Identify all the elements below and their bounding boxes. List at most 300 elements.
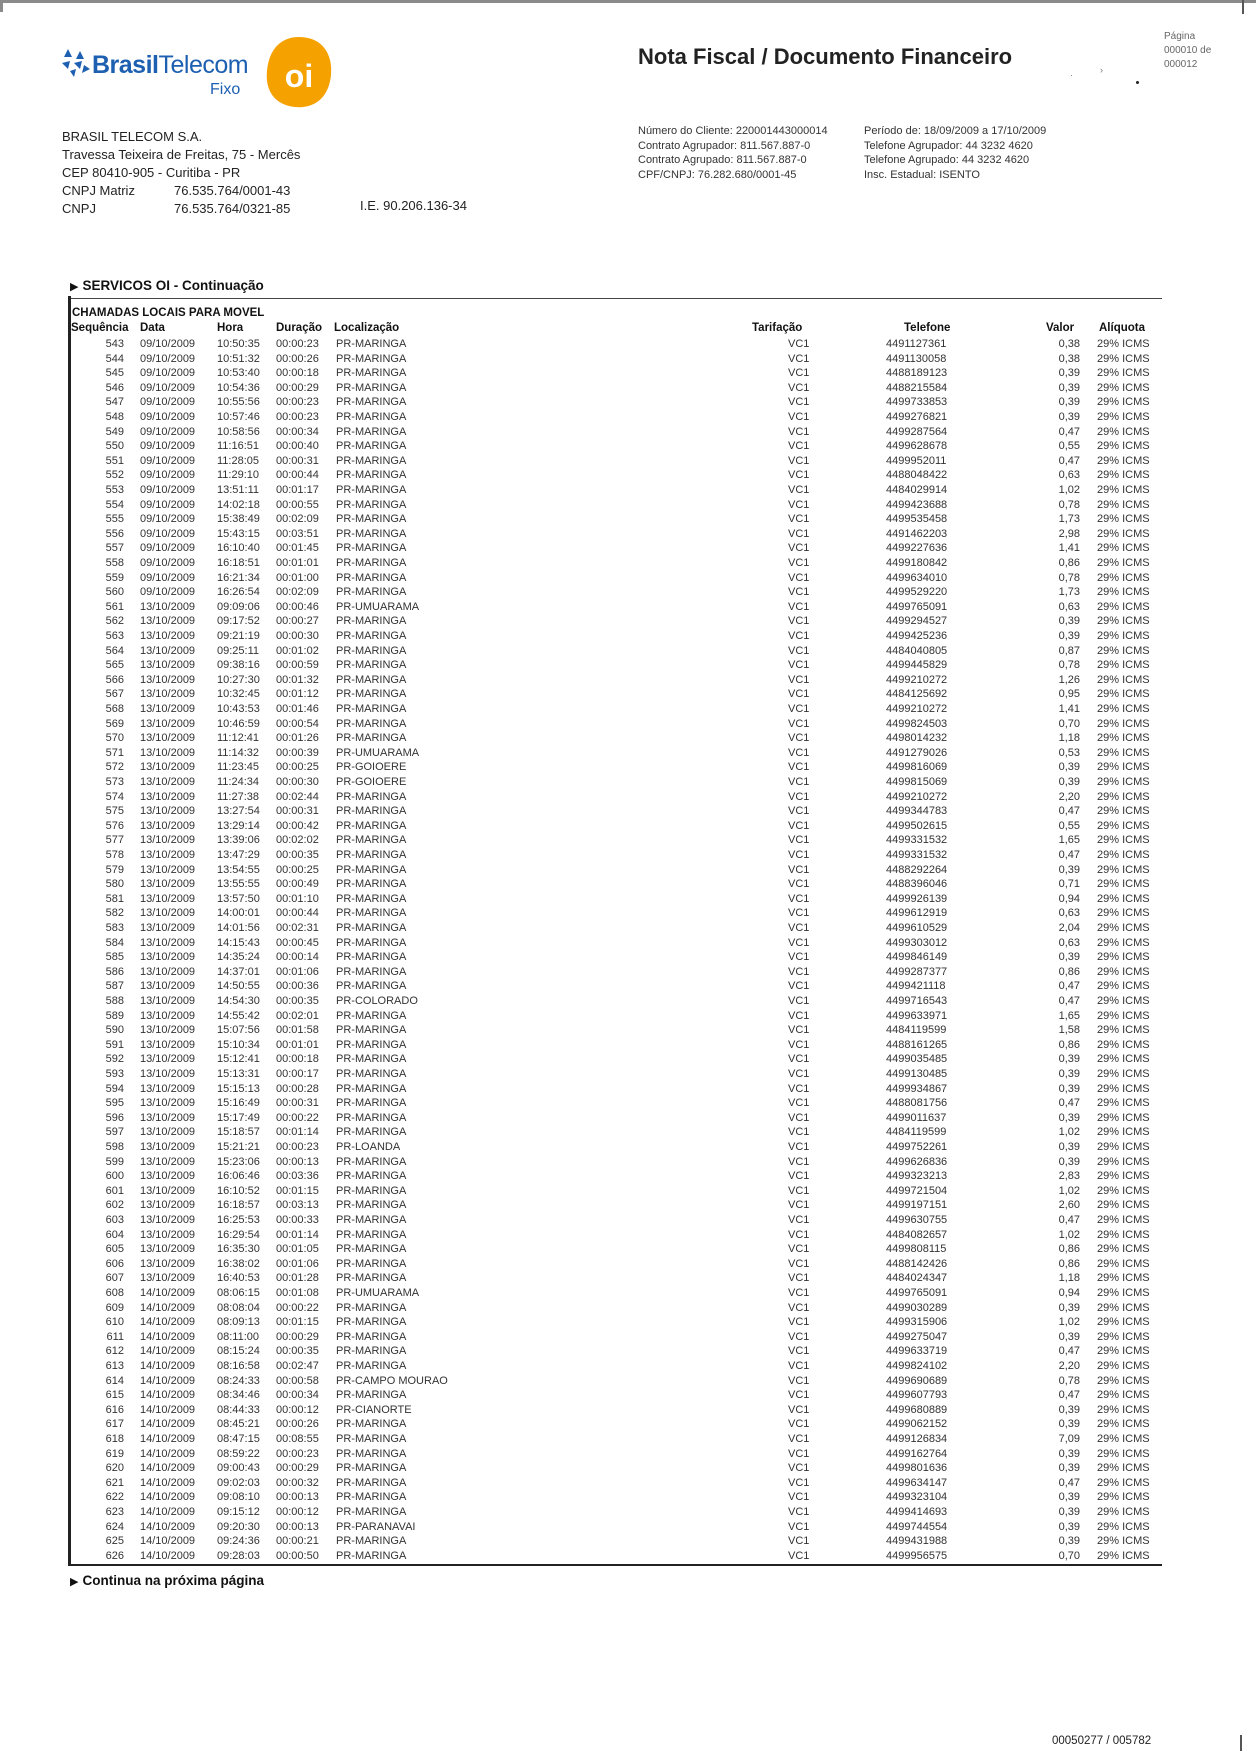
- cell-aliquota: 29% ICMS: [1097, 1316, 1150, 1329]
- table-row: [0, 746, 1256, 761]
- cell-aliquota: 29% ICMS: [1097, 834, 1150, 847]
- cell-telefone: 4488396046: [886, 878, 948, 891]
- cell-duracao: 00:00:42: [276, 819, 319, 832]
- table-row: [0, 1447, 1256, 1462]
- cell-valor: 0,87: [1058, 644, 1080, 657]
- cell-valor: 1,18: [1058, 732, 1080, 745]
- cell-hora: 10:58:56: [217, 425, 260, 438]
- table-row: [0, 366, 1256, 381]
- section-title-text: SERVICOS OI - Continuação: [82, 278, 264, 293]
- cell-seq: 602: [105, 1199, 124, 1212]
- cell-telefone: 4499126834: [886, 1433, 948, 1445]
- cell-localizacao: PR-MARINGA: [336, 819, 407, 832]
- cell-hora: 13:39:06: [217, 834, 260, 847]
- cell-telefone: 4484082657: [886, 1228, 948, 1241]
- cell-localizacao: PR-UMUARAMA: [336, 1287, 420, 1299]
- cell-hora: 09:15:12: [217, 1506, 260, 1518]
- cell-hora: 11:28:05: [217, 454, 260, 467]
- cell-aliquota: 29% ICMS: [1097, 790, 1150, 803]
- cell-hora: 08:09:13: [217, 1316, 260, 1329]
- cell-seq: 600: [105, 1170, 124, 1183]
- cell-localizacao: PR-MARINGA: [336, 659, 407, 672]
- cell-duracao: 00:00:33: [276, 1214, 319, 1226]
- cell-tarifacao: VC1: [788, 1228, 810, 1241]
- table-row: [0, 644, 1256, 659]
- cell-hora: 10:53:40: [217, 367, 260, 380]
- cell-hora: 15:38:49: [217, 513, 260, 526]
- cell-tarifacao: VC1: [788, 892, 810, 905]
- cell-tarifacao: VC1: [788, 673, 810, 686]
- cell-data: 13/10/2009: [140, 863, 196, 876]
- cell-duracao: 00:00:18: [276, 367, 319, 380]
- table-row: [0, 965, 1256, 980]
- cell-localizacao: PR-MARINGA: [336, 1082, 407, 1095]
- cell-seq: 577: [105, 834, 124, 847]
- cell-seq: 559: [105, 571, 124, 584]
- cell-tarifacao: VC1: [788, 1053, 810, 1066]
- cell-tarifacao: VC1: [788, 1009, 810, 1022]
- cell-localizacao: PR-MARINGA: [336, 717, 407, 730]
- cell-localizacao: PR-MARINGA: [336, 922, 407, 934]
- cell-duracao: 00:00:23: [276, 1447, 319, 1460]
- cell-tarifacao: VC1: [788, 849, 810, 861]
- triangle-right-icon: ▶: [70, 281, 79, 293]
- cell-telefone: 4499846149: [886, 951, 948, 964]
- cell-tarifacao: VC1: [788, 746, 810, 759]
- cell-localizacao: PR-CAMPO MOURAO: [336, 1374, 448, 1387]
- cell-localizacao: PR-MARINGA: [336, 586, 407, 599]
- table-row: [0, 1169, 1256, 1184]
- table-row: [0, 1228, 1256, 1243]
- cell-valor: 0,39: [1058, 1447, 1080, 1460]
- cell-hora: 08:11:00: [217, 1330, 260, 1343]
- cell-data: 14/10/2009: [140, 1433, 196, 1445]
- table-row: [0, 337, 1256, 352]
- cell-seq: 593: [105, 1068, 124, 1080]
- cell-aliquota: 29% ICMS: [1097, 469, 1150, 482]
- cell-duracao: 00:01:01: [276, 1038, 319, 1051]
- cell-aliquota: 29% ICMS: [1097, 1403, 1150, 1416]
- cell-data: 14/10/2009: [140, 1389, 196, 1402]
- table-row: [0, 950, 1256, 965]
- cell-duracao: 00:00:23: [276, 411, 319, 423]
- table-row: [0, 892, 1256, 907]
- cell-telefone: 4499303012: [886, 936, 948, 949]
- cell-hora: 08:15:24: [217, 1345, 260, 1358]
- cell-telefone: 4499633971: [886, 1009, 948, 1022]
- cell-localizacao: PR-UMUARAMA: [336, 600, 420, 613]
- cell-seq: 566: [105, 673, 124, 686]
- cell-data: 14/10/2009: [140, 1360, 196, 1372]
- cell-hora: 14:01:56: [217, 922, 260, 934]
- cell-data: 13/10/2009: [140, 1257, 196, 1270]
- cell-aliquota: 29% ICMS: [1097, 571, 1150, 584]
- cell-aliquota: 29% ICMS: [1097, 936, 1150, 949]
- cell-aliquota: 29% ICMS: [1097, 644, 1150, 657]
- cell-aliquota: 29% ICMS: [1097, 1141, 1150, 1153]
- cell-duracao: 00:01:32: [276, 673, 319, 686]
- cell-tarifacao: VC1: [788, 1330, 810, 1343]
- cell-data: 13/10/2009: [140, 936, 196, 949]
- cell-valor: 0,39: [1058, 1535, 1080, 1548]
- cell-aliquota: 29% ICMS: [1097, 1155, 1150, 1168]
- table-row: [0, 395, 1256, 410]
- cell-duracao: 00:00:25: [276, 761, 319, 774]
- cell-valor: 0,39: [1058, 630, 1080, 642]
- cell-duracao: 00:00:25: [276, 863, 319, 876]
- cell-telefone: 4499733853: [886, 396, 948, 409]
- table-row: [0, 571, 1256, 586]
- cell-telefone: 4499287377: [886, 965, 948, 978]
- cell-seq: 556: [105, 527, 124, 540]
- cell-seq: 609: [105, 1301, 124, 1314]
- cell-tarifacao: VC1: [788, 1170, 810, 1183]
- cell-telefone: 4499276821: [886, 411, 948, 423]
- cell-telefone: 4499824102: [886, 1360, 948, 1372]
- cell-seq: 585: [105, 951, 124, 964]
- cell-valor: 1,02: [1058, 484, 1080, 496]
- scan-mark-dot: [1136, 81, 1139, 84]
- cell-aliquota: 29% ICMS: [1097, 367, 1150, 380]
- cell-tarifacao: VC1: [788, 1433, 810, 1445]
- cell-localizacao: PR-MARINGA: [336, 1024, 407, 1037]
- company-block: [62, 128, 300, 218]
- document-title: Nota Fiscal / Documento Financeiro: [638, 44, 1013, 69]
- cell-aliquota: 29% ICMS: [1097, 1374, 1150, 1387]
- table-row: [0, 673, 1256, 688]
- col-header-data: Data: [140, 322, 165, 334]
- cell-valor: 0,78: [1058, 659, 1080, 672]
- cell-hora: 09:28:03: [217, 1549, 260, 1562]
- table-row: [0, 1257, 1256, 1272]
- cell-duracao: 00:00:35: [276, 1345, 319, 1358]
- cell-tarifacao: VC1: [788, 1418, 810, 1431]
- table-row: [0, 1301, 1256, 1316]
- cell-aliquota: 29% ICMS: [1097, 995, 1150, 1007]
- cell-duracao: 00:00:30: [276, 776, 319, 788]
- cell-aliquota: 29% ICMS: [1097, 1535, 1150, 1548]
- table-row: [0, 687, 1256, 702]
- cell-aliquota: 29% ICMS: [1097, 1418, 1150, 1431]
- cell-aliquota: 29% ICMS: [1097, 1476, 1150, 1489]
- cell-data: 13/10/2009: [140, 717, 196, 730]
- table-row: [0, 877, 1256, 892]
- brand-sub: Fixo: [210, 81, 241, 98]
- cell-tarifacao: VC1: [788, 484, 810, 496]
- cell-tarifacao: VC1: [788, 396, 810, 409]
- cell-tarifacao: VC1: [788, 615, 810, 628]
- cell-hora: 13:54:55: [217, 863, 260, 876]
- cell-hora: 09:20:30: [217, 1520, 260, 1533]
- cell-duracao: 00:01:45: [276, 542, 319, 555]
- cell-telefone: 4499765091: [886, 600, 948, 613]
- cell-hora: 11:14:32: [217, 746, 260, 759]
- cell-hora: 10:32:45: [217, 688, 260, 701]
- cell-hora: 10:27:30: [217, 673, 260, 686]
- cell-data: 13/10/2009: [140, 600, 196, 613]
- table-row: [0, 468, 1256, 483]
- cell-seq: 623: [105, 1506, 124, 1518]
- cell-duracao: 00:03:51: [276, 527, 319, 540]
- cell-localizacao: PR-MARINGA: [336, 1126, 407, 1139]
- cell-tarifacao: VC1: [788, 1155, 810, 1168]
- cell-tarifacao: VC1: [788, 776, 810, 788]
- cell-hora: 10:46:59: [217, 717, 260, 730]
- table-row: [0, 1155, 1256, 1170]
- cell-seq: 599: [105, 1155, 124, 1168]
- cell-telefone: 4499011637: [886, 1111, 947, 1124]
- brand-name-light: Telecom: [158, 51, 249, 79]
- page-indicator: [1164, 30, 1234, 72]
- cell-hora: 09:02:03: [217, 1476, 260, 1489]
- cell-localizacao: PR-MARINGA: [336, 892, 407, 905]
- cell-seq: 591: [105, 1038, 124, 1051]
- cell-localizacao: PR-MARINGA: [336, 425, 407, 438]
- cell-telefone: 4499210272: [886, 703, 948, 715]
- table-row: [0, 702, 1256, 717]
- cell-tarifacao: VC1: [788, 819, 810, 832]
- table-row: [0, 1271, 1256, 1286]
- cell-localizacao: PR-MARINGA: [336, 1301, 407, 1314]
- table-row: [0, 498, 1256, 513]
- cell-tarifacao: VC1: [788, 454, 810, 467]
- table-row: [0, 352, 1256, 367]
- scan-mark: ›: [1100, 65, 1103, 75]
- cell-seq: 554: [105, 498, 124, 511]
- cell-localizacao: PR-MARINGA: [336, 1330, 407, 1343]
- cell-data: 14/10/2009: [140, 1535, 196, 1548]
- cell-data: 14/10/2009: [140, 1301, 196, 1314]
- cell-hora: 16:10:52: [217, 1184, 260, 1197]
- cell-seq: 605: [105, 1243, 124, 1256]
- cell-valor: 0,39: [1058, 1053, 1080, 1066]
- cell-seq: 551: [105, 454, 124, 467]
- cell-valor: 1,65: [1058, 1009, 1080, 1022]
- col-header-duracao: Duração: [276, 322, 323, 334]
- cell-seq: 573: [105, 776, 124, 788]
- cell-hora: 10:55:56: [217, 396, 260, 409]
- cell-telefone: 4499035485: [886, 1053, 948, 1066]
- cell-seq: 606: [105, 1257, 124, 1270]
- cell-tarifacao: VC1: [788, 571, 810, 584]
- cell-duracao: 00:01:14: [276, 1228, 319, 1241]
- cell-hora: 15:18:57: [217, 1126, 260, 1139]
- cell-aliquota: 29% ICMS: [1097, 630, 1150, 642]
- contrato-agrupado: Contrato Agrupado: 811.567.887-0: [638, 154, 807, 166]
- cell-hora: 08:44:33: [217, 1403, 260, 1416]
- cell-tarifacao: VC1: [788, 411, 810, 423]
- cell-seq: 548: [105, 411, 124, 423]
- cell-telefone: 4499716543: [886, 995, 948, 1007]
- cell-tarifacao: VC1: [788, 1024, 810, 1037]
- cell-tarifacao: VC1: [788, 805, 810, 818]
- cell-aliquota: 29% ICMS: [1097, 484, 1150, 496]
- cell-duracao: 00:00:54: [276, 717, 319, 730]
- cell-valor: 0,94: [1058, 892, 1080, 905]
- cell-duracao: 00:00:29: [276, 1462, 319, 1475]
- cell-localizacao: PR-MARINGA: [336, 1360, 407, 1372]
- cell-tarifacao: VC1: [788, 1272, 810, 1285]
- cell-duracao: 00:00:59: [276, 659, 319, 672]
- table-row: [0, 1534, 1256, 1549]
- cell-seq: 546: [105, 381, 124, 394]
- cell-telefone: 4499633719: [886, 1345, 948, 1358]
- table-row: [0, 1344, 1256, 1359]
- cell-localizacao: PR-MARINGA: [336, 688, 407, 701]
- cell-duracao: 00:00:12: [276, 1506, 319, 1518]
- cell-aliquota: 29% ICMS: [1097, 381, 1150, 394]
- cell-valor: 2,20: [1058, 790, 1080, 803]
- cell-aliquota: 29% ICMS: [1097, 1272, 1150, 1285]
- cell-data: 13/10/2009: [140, 922, 196, 934]
- cell-aliquota: 29% ICMS: [1097, 1520, 1150, 1533]
- cell-duracao: 00:00:55: [276, 498, 319, 511]
- cell-tarifacao: VC1: [788, 936, 810, 949]
- cell-tarifacao: VC1: [788, 367, 810, 380]
- cell-aliquota: 29% ICMS: [1097, 805, 1150, 818]
- cell-telefone: 4499956575: [886, 1549, 948, 1562]
- cell-hora: 09:38:16: [217, 659, 260, 672]
- cell-data: 13/10/2009: [140, 790, 196, 803]
- cell-localizacao: PR-MARINGA: [336, 1491, 407, 1504]
- cell-valor: 0,63: [1058, 469, 1080, 482]
- cell-valor: 0,63: [1058, 907, 1080, 920]
- cell-telefone: 4499275047: [886, 1330, 948, 1343]
- cell-data: 13/10/2009: [140, 1170, 196, 1183]
- cell-localizacao: PR-MARINGA: [336, 1243, 407, 1256]
- cell-localizacao: PR-MARINGA: [336, 1272, 407, 1285]
- table-row: [0, 1140, 1256, 1155]
- cell-tarifacao: VC1: [788, 995, 810, 1007]
- cell-data: 13/10/2009: [140, 1097, 196, 1110]
- cell-valor: 0,55: [1058, 440, 1080, 453]
- cell-tarifacao: VC1: [788, 352, 810, 365]
- cell-duracao: 00:00:29: [276, 381, 319, 394]
- cell-telefone: 4499690689: [886, 1374, 948, 1387]
- cell-tarifacao: VC1: [788, 1257, 810, 1270]
- scan-mark: ·: [1070, 70, 1073, 80]
- cell-localizacao: PR-MARINGA: [336, 396, 407, 409]
- cell-data: 13/10/2009: [140, 878, 196, 891]
- cell-aliquota: 29% ICMS: [1097, 1491, 1150, 1504]
- cell-data: 14/10/2009: [140, 1374, 196, 1387]
- cell-telefone: 4499808115: [886, 1243, 947, 1256]
- cell-aliquota: 29% ICMS: [1097, 1389, 1150, 1402]
- table-row: [0, 760, 1256, 775]
- periodo: Período de: 18/09/2009 a 17/10/2009: [864, 125, 1047, 137]
- cell-valor: 0,39: [1058, 776, 1080, 788]
- cell-seq: 595: [105, 1097, 124, 1110]
- cell-telefone: 4499634010: [886, 571, 948, 584]
- cell-hora: 15:15:13: [217, 1082, 260, 1095]
- cell-hora: 13:51:11: [217, 484, 260, 496]
- cell-localizacao: PR-MARINGA: [336, 1257, 407, 1270]
- cell-telefone: 4499765091: [886, 1287, 948, 1299]
- table-row: [0, 585, 1256, 600]
- cell-seq: 581: [105, 892, 124, 905]
- cell-hora: 11:16:51: [217, 440, 260, 453]
- cell-aliquota: 29% ICMS: [1097, 673, 1150, 686]
- cell-telefone: 4499824503: [886, 717, 948, 730]
- cell-data: 13/10/2009: [140, 746, 196, 759]
- cell-data: 09/10/2009: [140, 557, 196, 569]
- cell-data: 13/10/2009: [140, 688, 196, 701]
- cell-aliquota: 29% ICMS: [1097, 454, 1150, 467]
- cell-duracao: 00:00:40: [276, 440, 319, 453]
- cell-hora: 14:02:18: [217, 498, 260, 511]
- cell-duracao: 00:00:44: [276, 907, 319, 920]
- continua-note: [70, 1573, 264, 1588]
- table-row: [0, 1476, 1256, 1491]
- cell-hora: 16:35:30: [217, 1243, 260, 1256]
- cell-hora: 13:55:55: [217, 878, 260, 891]
- cell-seq: 598: [105, 1141, 124, 1153]
- cell-valor: 1,18: [1058, 1272, 1080, 1285]
- cell-data: 09/10/2009: [140, 484, 196, 496]
- table-row: [0, 863, 1256, 878]
- cell-duracao: 00:00:22: [276, 1301, 319, 1314]
- cell-aliquota: 29% ICMS: [1097, 849, 1150, 861]
- cell-valor: 0,71: [1058, 878, 1080, 891]
- cell-valor: 0,39: [1058, 615, 1080, 628]
- telefone-agrupado: Telefone Agrupado: 44 3232 4620: [864, 154, 1030, 166]
- cell-valor: 0,39: [1058, 1111, 1080, 1124]
- inscricao-estadual: I.E. 90.206.136-34: [360, 198, 467, 213]
- cell-telefone: 4499425236: [886, 630, 948, 642]
- cell-seq: 580: [105, 878, 124, 891]
- cell-telefone: 4499744554: [886, 1520, 948, 1533]
- cell-seq: 597: [105, 1126, 124, 1139]
- cell-localizacao: PR-MARINGA: [336, 1433, 407, 1445]
- cell-data: 09/10/2009: [140, 498, 196, 511]
- cell-seq: 557: [105, 542, 124, 555]
- cell-aliquota: 29% ICMS: [1097, 688, 1150, 701]
- cell-duracao: 00:03:13: [276, 1199, 319, 1212]
- cell-duracao: 00:01:28: [276, 1272, 319, 1285]
- cell-tarifacao: VC1: [788, 557, 810, 569]
- cell-seq: 575: [105, 805, 124, 818]
- table-row: [0, 1359, 1256, 1374]
- cell-telefone: 4491279026: [886, 746, 948, 759]
- cell-seq: 553: [105, 484, 124, 496]
- cell-telefone: 4499180842: [886, 557, 948, 569]
- company-cnpj-matriz: [62, 182, 300, 200]
- cell-seq: 544: [105, 352, 124, 365]
- cell-aliquota: 29% ICMS: [1097, 1549, 1150, 1562]
- cell-tarifacao: VC1: [788, 644, 810, 657]
- cell-localizacao: PR-MARINGA: [336, 1345, 407, 1358]
- cell-telefone: 4499315906: [886, 1316, 948, 1329]
- cell-seq: 625: [105, 1535, 124, 1548]
- telefone-agrupador: Telefone Agrupador: 44 3232 4620: [864, 139, 1033, 152]
- cell-localizacao: PR-MARINGA: [336, 630, 407, 642]
- cell-telefone: 4499414693: [886, 1506, 948, 1518]
- table-row: [0, 1111, 1256, 1126]
- cell-hora: 09:08:10: [217, 1491, 260, 1504]
- cell-telefone: 4499445829: [886, 659, 948, 672]
- cell-valor: 2,98: [1058, 527, 1080, 540]
- cell-tarifacao: VC1: [788, 381, 810, 394]
- cell-aliquota: 29% ICMS: [1097, 1111, 1150, 1124]
- cell-valor: 0,38: [1058, 338, 1080, 350]
- cell-aliquota: 29% ICMS: [1097, 586, 1150, 599]
- cell-data: 09/10/2009: [140, 571, 196, 584]
- cell-tarifacao: VC1: [788, 1520, 810, 1533]
- cell-tarifacao: VC1: [788, 1345, 810, 1358]
- cell-duracao: 00:01:17: [276, 484, 319, 496]
- cell-localizacao: PR-MARINGA: [336, 805, 407, 818]
- cell-duracao: 00:02:02: [276, 834, 319, 847]
